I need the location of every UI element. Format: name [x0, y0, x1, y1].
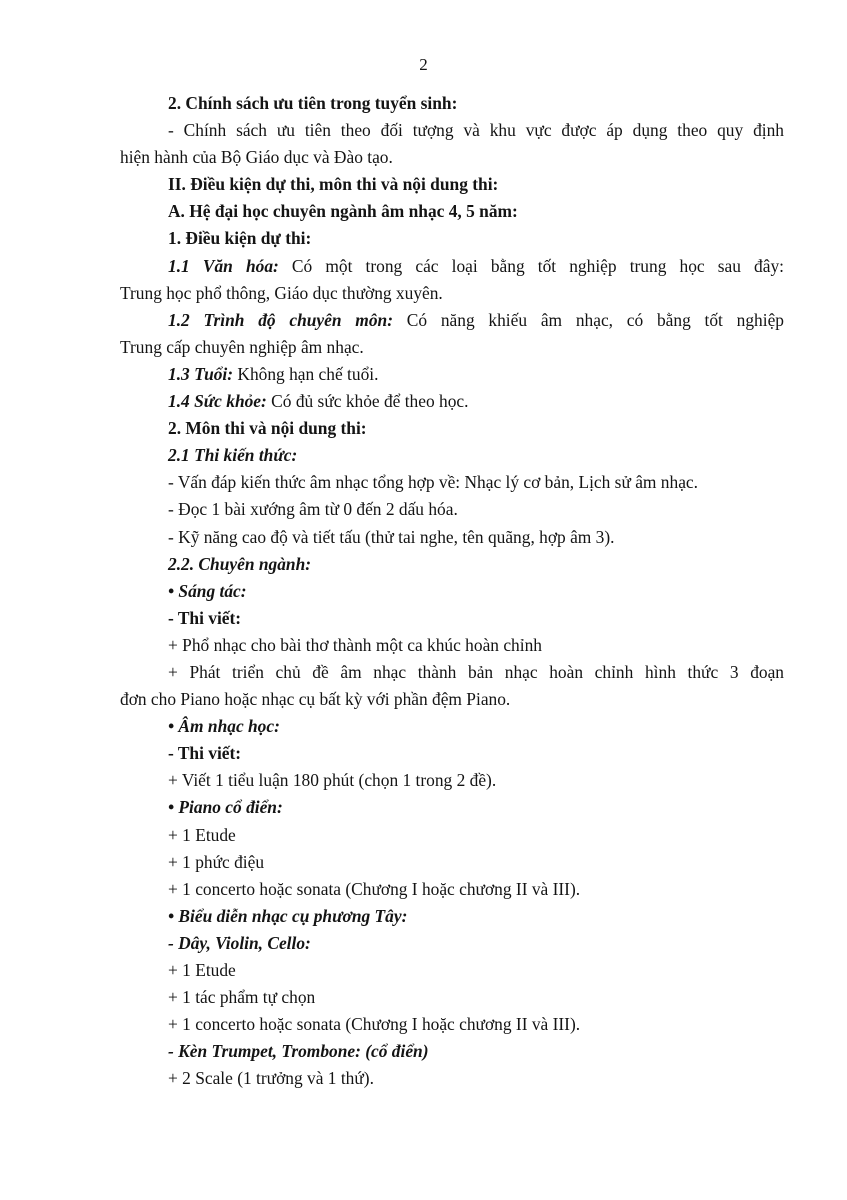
condition-text: Có năng khiếu âm nhạc, có bằng tốt nghiệp	[393, 309, 784, 330]
section-heading: A. Hệ đại học chuyên ngành âm nhạc 4, 5 năm:	[168, 201, 518, 222]
list-item: - Đọc 1 bài xướng âm từ 0 đến 2 dấu hóa.	[168, 499, 458, 520]
list-item: + 1 concerto hoặc sonata (Chương I hoặc chương II và III).	[168, 878, 581, 899]
list-item: - Vấn đáp kiến thức âm nhạc tổng hợp về: Nhạc lý cơ bản, Lịch sử âm nhạc.	[168, 472, 698, 493]
condition-text: Có đủ sức khỏe để theo học.	[266, 391, 469, 412]
section-heading: II. Điều kiện dự thi, môn thi và nội dung thi:	[168, 174, 499, 195]
list-item: + 2 Scale (1 trưởng và 1 thứ).	[168, 1068, 374, 1089]
instrument-heading: - Kèn Trumpet, Trombone: (cổ điển)	[168, 1041, 429, 1062]
section-heading: 2. Chính sách ưu tiên trong tuyển sinh:	[168, 93, 458, 113]
list-item: + Viết 1 tiểu luận 180 phút (chọn 1 trong 2 đề).	[168, 770, 497, 791]
paragraph-line: Trung học phổ thông, Giáo dục thường xuyên.	[120, 282, 443, 303]
condition-paragraph	[120, 361, 784, 388]
major-heading: • Biểu diễn nhạc cụ phương Tây:	[168, 905, 408, 926]
instrument-heading: - Dây, Violin, Cello:	[168, 932, 311, 953]
subsection-heading: 1. Điều kiện dự thi:	[168, 228, 312, 249]
condition-text: Không hạn chế tuổi.	[233, 363, 379, 384]
document-body	[120, 90, 784, 1092]
exam-type-heading: - Thi viết:	[168, 743, 242, 764]
paragraph-line: - Chính sách ưu tiên theo đối tượng và khu vực được áp dụng theo quy định	[168, 120, 784, 141]
condition-label: 1.1 Văn hóa:	[168, 255, 279, 276]
list-item: + Phát triển chủ đề âm nhạc thành bản nhạc hoàn chỉnh hình thức 3 đoạn	[168, 661, 784, 682]
condition-text: Có một trong các loại bằng tốt nghiệp trung học sau đây:	[278, 255, 784, 276]
subsection-heading: 2.2. Chuyên ngành:	[168, 553, 312, 574]
condition-label: 1.4 Sức khỏe:	[168, 391, 267, 412]
list-item: + 1 Etude	[168, 960, 236, 980]
page-number: 2	[419, 55, 428, 74]
exam-type-heading: - Thi viết:	[168, 607, 242, 628]
subsection-heading: 2.1 Thi kiến thức:	[168, 445, 298, 466]
list-item: + 1 Etude	[168, 824, 236, 845]
condition-paragraph	[120, 307, 784, 334]
condition-paragraph	[120, 253, 784, 280]
list-item: + 1 concerto hoặc sonata (Chương I hoặc chương II và III).	[168, 1014, 581, 1035]
major-heading: • Sáng tác:	[168, 580, 247, 601]
list-item: + 1 phức điệu	[168, 851, 265, 872]
list-item: + Phổ nhạc cho bài thơ thành một ca khúc hoàn chỉnh	[168, 634, 542, 655]
major-heading: • Piano cổ điển:	[168, 797, 283, 818]
paragraph-line: Trung cấp chuyên nghiệp âm nhạc.	[120, 336, 364, 357]
major-heading: • Âm nhạc học:	[168, 716, 280, 737]
condition-paragraph	[120, 388, 784, 415]
condition-label: 1.3 Tuổi:	[168, 363, 234, 384]
condition-label: 1.2 Trình độ chuyên môn:	[168, 309, 393, 330]
list-item: - Kỹ năng cao độ và tiết tấu (thử tai nghe, tên quãng, hợp âm 3).	[168, 526, 615, 547]
list-item: + 1 tác phẩm tự chọn	[168, 987, 316, 1008]
paragraph-line: đơn cho Piano hoặc nhạc cụ bất kỳ với phần đệm Piano.	[120, 689, 511, 710]
subsection-heading: 2. Môn thi và nội dung thi:	[168, 418, 367, 439]
paragraph-line: hiện hành của Bộ Giáo dục và Đào tạo.	[120, 147, 393, 168]
